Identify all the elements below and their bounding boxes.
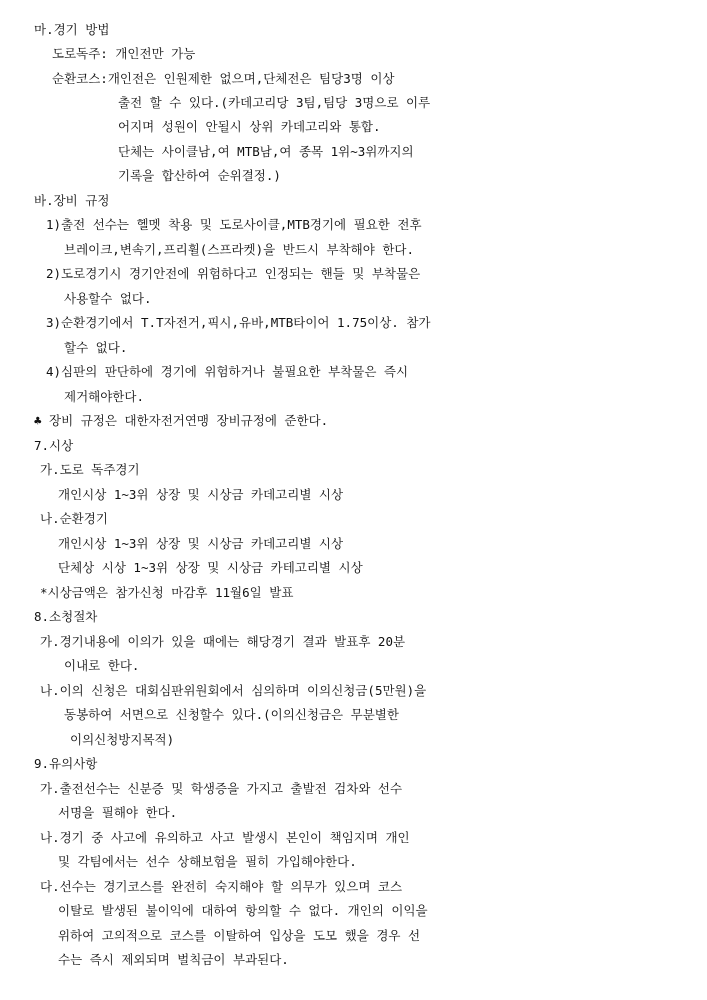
text-line: 사용할수 없다. (64, 291, 152, 306)
note-line: ♣ 장비 규정은 대한자전거연맹 장비규정에 준한다. (34, 413, 329, 428)
text-line: 위하여 고의적으로 코스를 이탈하여 입상을 도모 했을 경우 선 (58, 928, 421, 943)
text-line: 이탈로 발생된 불이익에 대하여 항의할 수 없다. 개인의 이익을 (58, 903, 428, 918)
section-heading: 바.장비 규정 (34, 193, 110, 208)
text-line: 개인시상 1~3위 상장 및 시상금 카데고리별 시상 (58, 536, 344, 551)
text-line: 순환코스:개인전은 인원제한 없으며,단체전은 팀당3명 이상 (52, 71, 395, 86)
text-line: 나.이의 신청은 대회심판위원회에서 심의하며 이의신청금(5만원)을 (40, 683, 427, 698)
text-line: 가.출전선수는 신분증 및 학생증을 가지고 출발전 검차와 선수 (40, 781, 403, 796)
section-heading: 7.시상 (34, 438, 74, 453)
text-line: 제거해야한다. (64, 389, 144, 404)
text-line: 단체는 사이클남,여 MTB남,여 종목 1위~3위까지의 (118, 144, 414, 159)
subsection-heading: 나.순환경기 (40, 511, 108, 526)
subsection-heading: 가.도로 독주경기 (40, 462, 140, 477)
text-line: 1)출전 선수는 헬멧 착용 및 도로사이클,MTB경기에 필요한 전후 (46, 217, 422, 232)
text-line: 기록을 합산하여 순위결정.) (118, 168, 281, 183)
text-line: 동봉하여 서면으로 신청할수 있다.(이의신청금은 무분별한 (64, 707, 399, 722)
text-line: 단체상 시상 1~3위 상장 및 시상금 카테고리별 시상 (58, 560, 363, 575)
text-line: 나.경기 중 사고에 유의하고 사고 발생시 본인이 책임지며 개인 (40, 830, 410, 845)
section-heading: 마.경기 방법 (34, 22, 110, 37)
text-line: 가.경기내용에 이의가 있을 때에는 해당경기 결과 발표후 20분 (40, 634, 406, 649)
text-line: 이내로 한다. (64, 658, 140, 673)
text-line: 출전 할 수 있다.(카데고리당 3팀,팀당 3명으로 이루 (118, 95, 431, 110)
text-line: 서명을 필해야 한다. (58, 805, 178, 820)
text-line: 3)순환경기에서 T.T자전거,픽시,유바,MTB타이어 1.75이상. 참가 (46, 315, 431, 330)
text-line: 이의신청방지목적) (70, 732, 175, 747)
text-line: 개인시상 1~3위 상장 및 시상금 카데고리별 시상 (58, 487, 344, 502)
note-line: *시상금액은 참가신청 마감후 11월6일 발표 (40, 585, 294, 600)
text-line: 브레이크,변속기,프리휠(스프라켓)을 반드시 부착해야 한다. (64, 242, 415, 257)
section-heading: 9.유의사항 (34, 756, 98, 771)
text-line: 어지며 성원이 안될시 상위 카데고리와 통합. (118, 119, 381, 134)
section-heading: 8.소청절차 (34, 609, 98, 624)
text-line: 도로독주: 개인전만 가능 (52, 46, 196, 61)
text-line: 할수 없다. (64, 340, 128, 355)
text-line: 4)심판의 판단하에 경기에 위험하거나 불필요한 부착물은 즉시 (46, 364, 409, 379)
text-line: 다.선수는 경기코스를 완전히 숙지해야 할 의무가 있으며 코스 (40, 879, 403, 894)
text-line: 및 각팀에서는 선수 상해보험을 필히 가입해야한다. (58, 854, 357, 869)
text-line: 수는 즉시 제외되며 벌칙금이 부과된다. (58, 952, 289, 967)
text-line: 2)도로경기시 경기안전에 위험하다고 인정되는 핸들 및 부착물은 (46, 266, 421, 281)
